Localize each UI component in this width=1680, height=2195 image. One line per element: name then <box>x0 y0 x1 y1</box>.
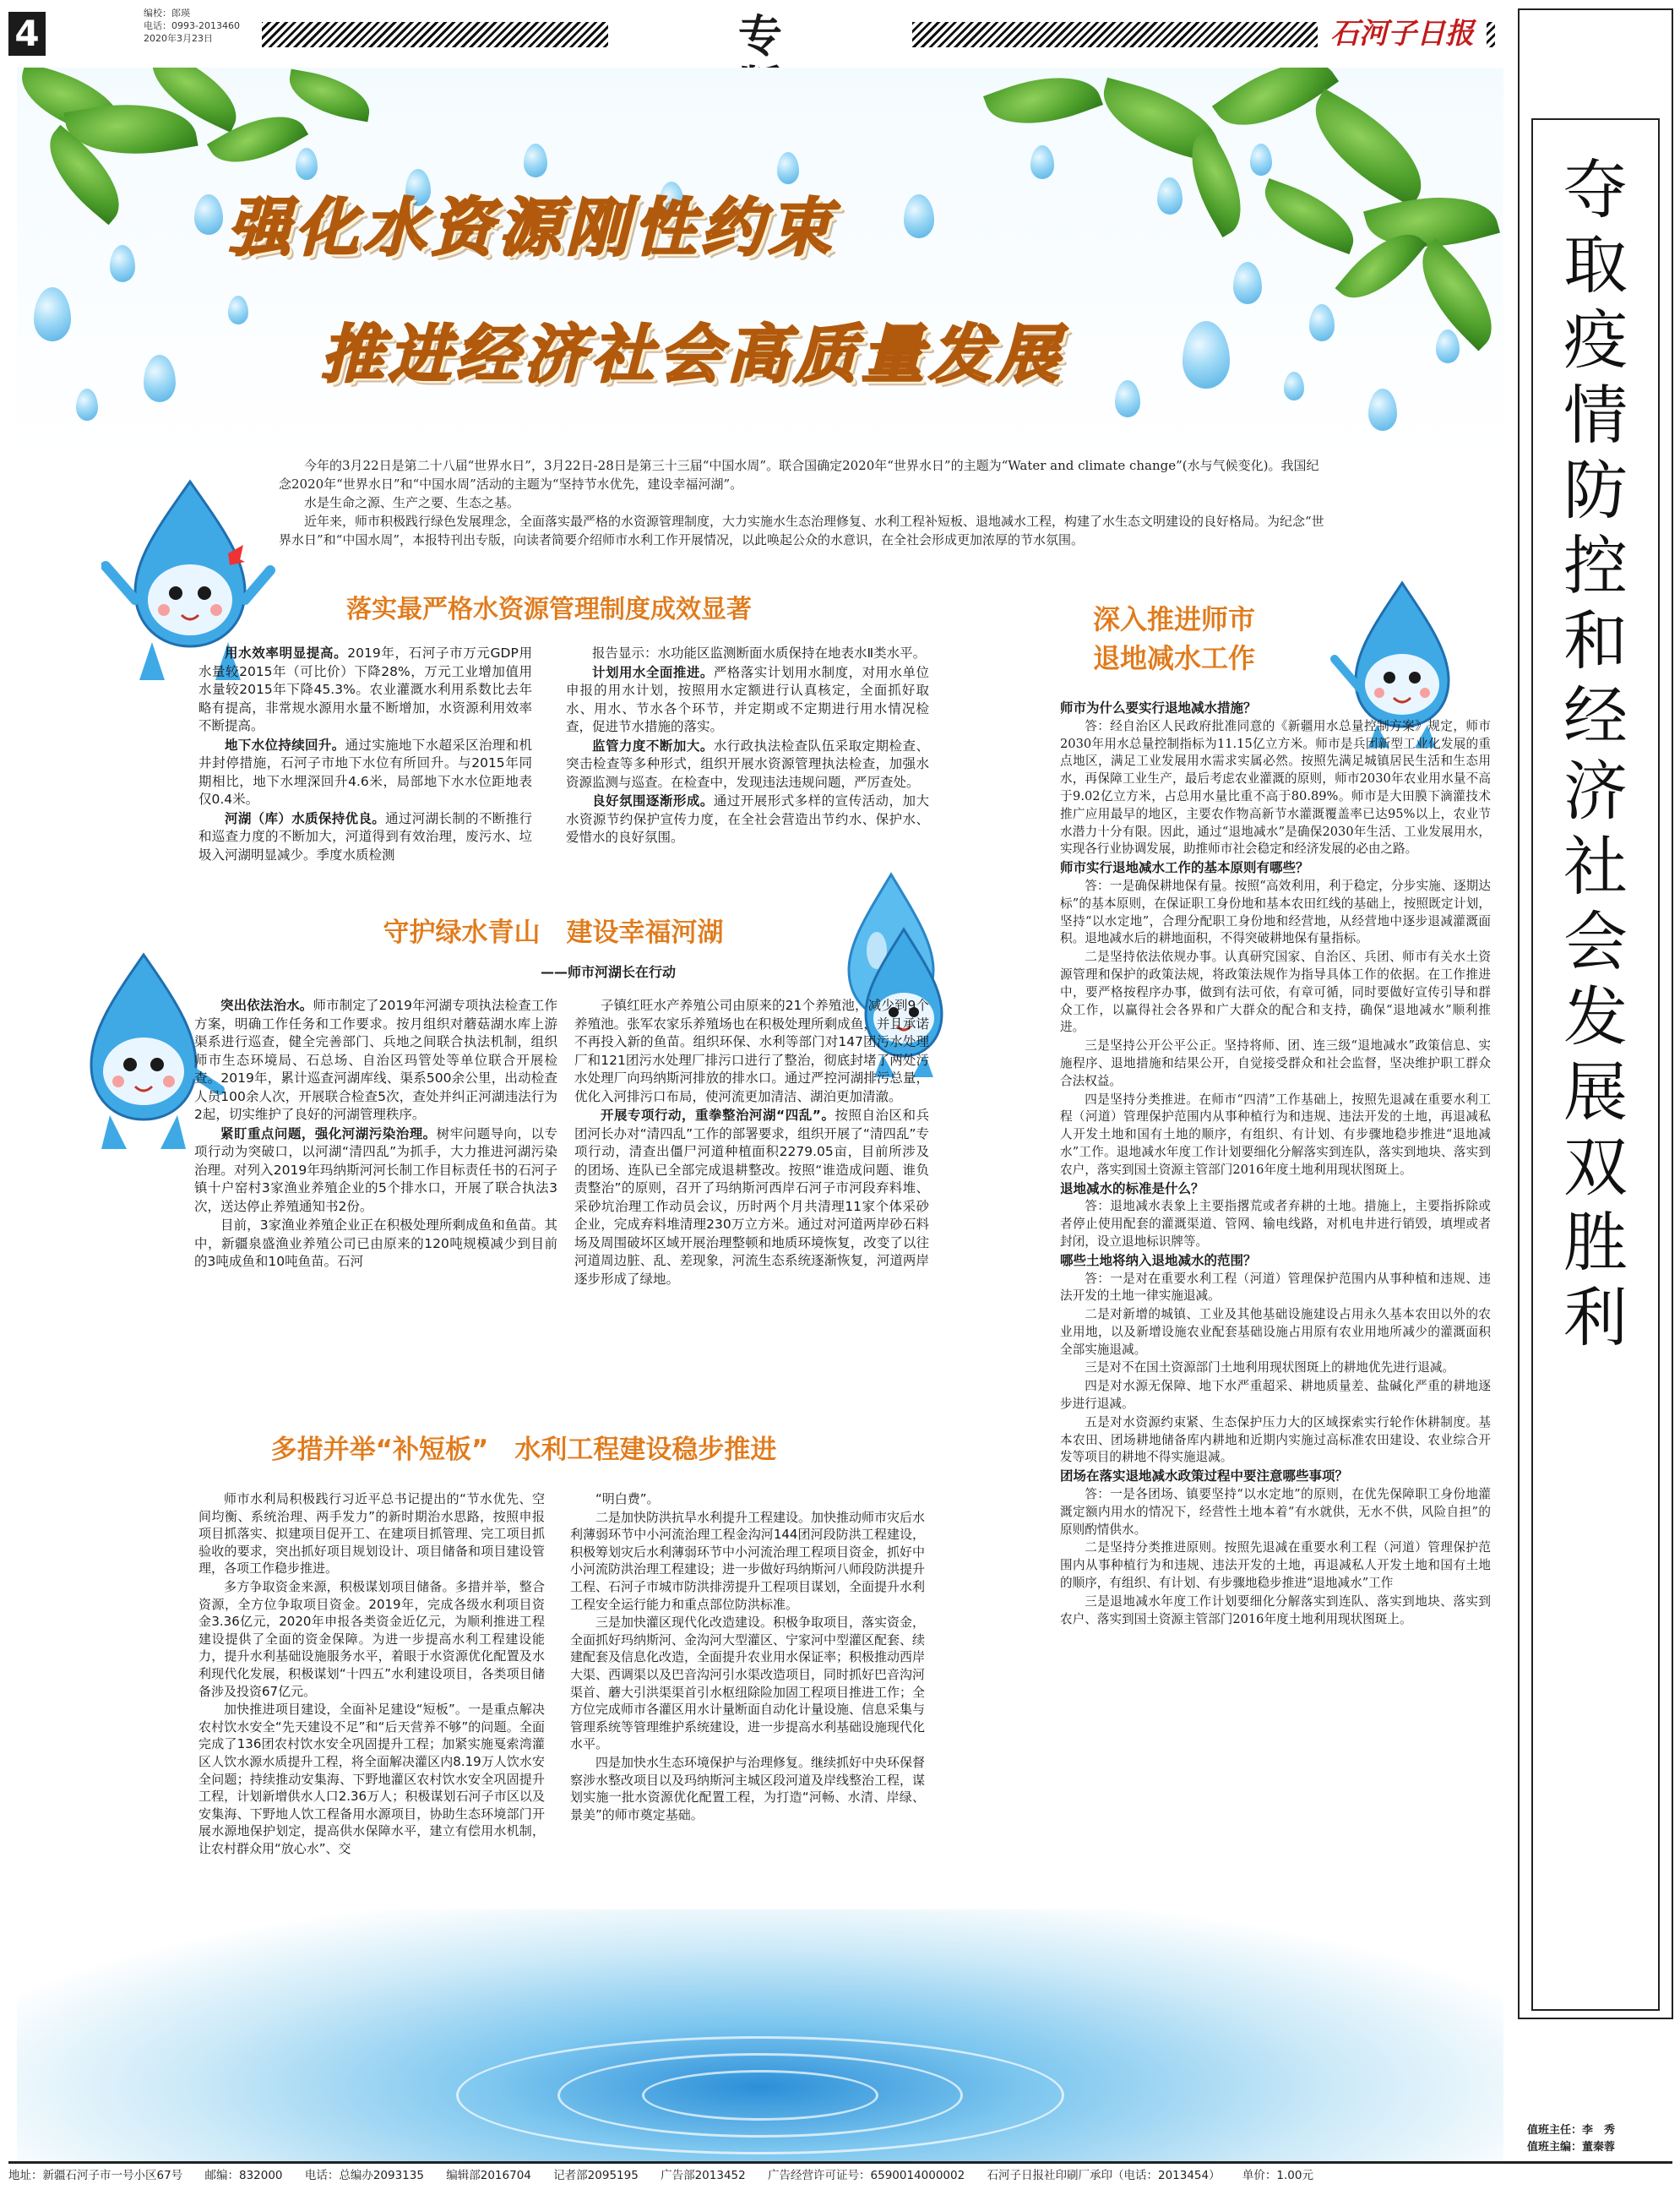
section1-col2-p1-text: 报告显示：水功能区监测断面水质保持在地表水Ⅱ类水平。 <box>592 645 927 661</box>
qa-answer: 答：经自治区人民政府批准同意的《新疆用水总量控制方案》规定，师市2030年用水总量控制指标为11.15亿立方米。师市是兵团新型工业化发展的重点地区，满足工业发展用水需求实属必然。按照先满足城镇居民生活和生态用水，再保障工业生产，最后考虑农业灌溉的原则，师市2030年农业用水量不高于9.02亿立方米，占总用水量比重不高于80.89%。师市是大田膜下滴灌技术推广应用最早的地区，主要农作物高新节水灌溉覆盖率已达95%以上，农业节水潜力十分有限。因此，通过“退地减水”是确保2030年生活、工业发展用水，实现各行业协调发展，助推师市社会稳定和经济发展的必由之路。 <box>1060 718 1491 857</box>
section3-col2-p3: 三是加快灌区现代化改造建设。积极争取项目，落实资金，全面抓好玛纳斯河、金沟河大型灌区、宁家河中型灌区配套、续建配套及信息化改造，全面提升农业用水保证率；积极推动西岸大渠、西调渠以及巴音沟河引水渠改造项目，同时抓好巴音沟河渠首、蘑大引洪渠渠首引水枢纽除险加固工程项目推进工作；全方位完成师市各灌区用水计量断面自动化计量设施、信息采集与管理系统等管理维护系统建设，进一步提高水利基础设施现代化水平。 <box>570 1615 926 1752</box>
qa-question: 退地减水的标准是什么？ <box>1060 1180 1204 1196</box>
sidebar-char: 和 <box>1563 603 1628 678</box>
qa-answer: 二是对新增的城镇、工业及其他基础设施建设占用永久基本农田以外的农业用地，以及新增设施农业配套基础设施占用原有农业用地所减少的灌溉面积全部实施退减。 <box>1060 1307 1491 1357</box>
sidebar-char: 胜 <box>1563 1205 1628 1280</box>
section4-title <box>1047 600 1301 678</box>
intro-p3: 近年来，师市积极践行绿色发展理念，全面落实最严格的水资源管理制度，大力实施水生态治理修复、水利工程补短板、退地减水工程，构建了水生态文明建设的良好格局。为纪念“世界水日”和“中国水周”，本报特刊出专版，向读者简要介绍师市水利工作开展情况，以此唤起公众的水意识，在全社会形成更加浓厚的节水氛围。 <box>279 514 1324 547</box>
section2-subtitle: ——师市河湖长在行动 <box>540 964 676 980</box>
section1-col2-p3-text: 水行政执法检查队伍采取定期检查、突击检查等多种形式，组织开展水资源管理执法检查，加强水资源监测与巡查。在检查中，发现违法违规问题，严厉查处。 <box>566 738 929 790</box>
section2-col1-p2 <box>194 1125 557 1217</box>
sidebar-char: 防 <box>1563 453 1628 528</box>
section1-title: 落实最严格水资源管理制度成效显著 <box>346 595 752 624</box>
sidebar-char: 情 <box>1563 378 1628 453</box>
section2-col2-p2-text: 按照自治区和兵团河长办对“清四乱”工作的部署要求，组织开展了“清四乱”专项行动，清查出僵尸河道种植面积2279.05亩，目前所涉及的团场、连队已全部完成退耕整改。按照“谁造成问题、谁负责整治”的原则，召开了玛纳斯河西岸石河子市河段弃料堆、采砂坑治理工作动员会议，历时两个月共清理11家个体采砂企业，完成弃料堆清理230万立方米。通过对河道两岸砂石料场及周围破坏区域开展治理整顿和地质环境恢复，改变了以往河道周边脏、乱、差现象，河流生态系统逐渐恢复，河道两岸逐步形成了绿地。 <box>574 1108 929 1287</box>
section3-title: 多措并举“补短板” 水利工程建设稳步推进 <box>270 1435 777 1465</box>
sidebar-char: 发 <box>1563 979 1628 1054</box>
footer-ad-dept: 广告部2013452 <box>661 2169 746 2182</box>
sidebar-char: 会 <box>1563 904 1628 979</box>
intro-text <box>279 456 1326 549</box>
section3-col1-p2: 多方争取资金来源，积极谋划项目储备。多措并举，整合资源，全方位争取项目资金。2019年，完成各级水利项目资金3.36亿元，2020年申报各类资金近亿元，为顺利推进工程建设提供了全面的资金保障。为进一步提高水利工程建设能力，提升水利基础设施服务水平，着眼于水资源优化配置及水利现代化发展，积极谋划“十四五”水利建设项目，各类项目储备涉及投资67亿元。 <box>198 1578 545 1699</box>
page-number: 4 <box>8 12 46 56</box>
section1-col1 <box>198 645 532 865</box>
footer <box>8 2161 1672 2185</box>
section2-col2-p2-lead: 开展专项行动，重拳整治河湖“四乱”。 <box>601 1108 835 1123</box>
section2-col1-p1 <box>194 997 557 1125</box>
section1-col2-p1 <box>566 645 929 663</box>
qa-question: 师市实行退地减水工作的基本原则有哪些？ <box>1060 860 1309 876</box>
duty-chief-editor: 值班主编：董秦蓉 <box>1527 2141 1616 2154</box>
qa-answer: 三是退地减水年度工作计划要细化分解落实到连队、落实到地块、落实到农户、落实到国土资源主管部门2016年度土地利用现状图斑上。 <box>1060 1593 1491 1626</box>
section3-col2-p1: “明白费”。 <box>595 1491 660 1506</box>
headline-line1: 强化水资源刚性约束 <box>228 192 836 264</box>
section1-col1-p1-lead: 用水效率明显提高。 <box>225 645 348 661</box>
section1-col2-p4-lead: 良好氛围逐渐形成。 <box>592 793 714 809</box>
leaves-decoration <box>17 68 1503 465</box>
sidebar-char: 取 <box>1563 227 1628 302</box>
qa-answer: 三是坚持公开公平公正。坚持将师、团、连三级“退地减水”政策信息、实施程序、退地措施和结果公开，自觉接受群众和社会监督，坚决维护职工群众合法权益。 <box>1060 1038 1491 1088</box>
editor-line: 编校：郎瑛 <box>144 8 190 19</box>
qa-question: 团场在落实退地减水政策过程中要注意哪些事项？ <box>1060 1468 1349 1484</box>
section2-col1-p1-lead: 突出依法治水。 <box>220 998 313 1013</box>
section3-col1-p3: 加快推进项目建设，全面补足建设“短板”。一是重点解决农村饮水安全“先天建设不足”和“后天营养不够”的问题。全面完成了136团农村饮水安全巩固提升工程；加紧实施戛索湾灌区人饮水源水质提升工程，将全面解决灌区内8.19万人饮水安全问题；持续推动安集海、下野地灌区农村饮水安全巩固提升工程，计划新增供水人口2.36万人；积极谋划石河子市区以及安集海、下野地人饮工程备用水源项目，协助生态环境部门开展水源地保护划定，提高供水保障水平，建立有偿用水机制，让农村群众用“放心水”、交 <box>198 1702 545 1856</box>
sidebar-char: 展 <box>1563 1054 1628 1130</box>
sidebar-char: 利 <box>1563 1280 1628 1355</box>
section1-col1-p3-lead: 河湖（库）水质保持优良。 <box>225 810 386 826</box>
footer-printer: 石河子日报社印刷厂承印（电话：2013454） <box>987 2169 1221 2182</box>
section1-col2-p2-lead: 计划用水全面推进。 <box>592 664 714 680</box>
section4-title-line2: 退地减水工作 <box>1092 642 1255 674</box>
section2-col2 <box>574 997 929 1289</box>
duty-editors <box>1527 2122 1671 2156</box>
section1-col2-p4 <box>566 792 929 847</box>
footer-address: 地址：新疆石河子市一号小区67号 <box>8 2169 183 2182</box>
section3-col2 <box>570 1490 925 1824</box>
section1-col1-p3-text: 通过河湖长制的不断推行和巡查力度的不断加大，河道得到有效治理，废污水、垃圾入河湖明显减少。季度水质检测 <box>198 810 532 863</box>
sidebar-char: 控 <box>1563 528 1628 603</box>
headline-line2: 推进经济社会高质量发展 <box>321 319 1064 391</box>
header-meta <box>144 7 240 45</box>
footer-reporter-dept: 记者部2095195 <box>553 2169 639 2182</box>
section2-title: 守护绿水青山 建设幸福河湖 <box>383 918 724 948</box>
intro-p1: 今年的3月22日是第二十八届“世界水日”，3月22日-28日是第三十三届“中国水周”。联合国确定2020年“世界水日”的主题为“Water and climate change”(水与气候变化)。我国纪念2020年“世界水日”和“中国水周”活动的主题为“坚持节水优先，建设幸福河湖”。 <box>279 458 1319 492</box>
footer-phone: 电话：总编办2093135 <box>304 2169 424 2182</box>
section1-col2-p3 <box>566 738 929 792</box>
section1-col2-p4-text: 通过开展形式多样的宣传活动，加大水资源节约保护宣传力度，在全社会营造出节约水、保护水、爱惜水的良好氛围。 <box>566 793 929 845</box>
date-line: 2020年3月23日 <box>144 33 213 44</box>
sidebar-char: 疫 <box>1563 302 1628 378</box>
section2-col2-p1 <box>574 997 929 1106</box>
section1-col1-p2-lead: 地下水位持续回升。 <box>225 737 345 753</box>
section3-col1 <box>198 1490 545 1858</box>
qa-answer: 五是对水资源约束紧、生态保护压力大的区域探索实行轮作休耕制度。基本农田、团场耕地储备库内耕地和近期内实施过高标准农田建设、农业综合开发等项目的耕地不得实施退减。 <box>1060 1414 1491 1465</box>
water-splash-decoration <box>17 1909 1503 2163</box>
section1-col2-p2-text: 严格落实计划用水制度，对用水单位申报的用水计划，按照用水定额进行认真核定，全面抓好取水、用水、节水各个环节，并定期或不定期进行用水情况检查，促进节水措施的落实。 <box>566 664 929 734</box>
sidebar-char: 经 <box>1563 678 1628 754</box>
section3-col1-p1: 师市水利局积极践行习近平总书记提出的“节水优先、空间均衡、系统治理、两手发力”的新时期治水思路，按照申报项目抓落实、拟建项目促开工、在建项目抓管理、完工项目抓验收的要求，突出抓好项目规划设计、项目储备和项目建设管理，各项工作稳步推进。 <box>198 1491 545 1577</box>
section2-col1-p3 <box>194 1217 557 1272</box>
qa-question: 哪些土地将纳入退地减水的范围？ <box>1060 1252 1257 1268</box>
intro-p2: 水是生命之源、生产之要、生态之基。 <box>304 495 520 510</box>
qa-answer: 答：一是确保耕地保有量。按照“高效利用，利于稳定，分步实施、逐期达标”的基本原则，在保证职工身份地和基本农田红线的基础上，按照既定计划，坚持“以水定地”，合理分配职工身份地和经营地，从经营地中逐步退减灌溉面积。退地减水后的耕地面积，不得突破耕地保有量指标。 <box>1060 878 1491 946</box>
section1-col1-p2-text: 通过实施地下水超采区治理和机井封停措施，石河子市地下水位有所回升。与2015年同期相比，地下水埋深回升4.6米，局部地下水水位距地表仅0.4米。 <box>198 737 532 807</box>
qa-answer: 二是坚持依法依规办事。认真研究国家、自治区、兵团、师市有关水土资源管理和保护的政策法规，将政策法规作为指导具体工作的依据。在工作推进中，要严格按程序办事，做到有法可依，有章可循，同时要做好宣传引导和群众工作，以赢得社会各界和广大群众的配合和支持，确保“退地减水”顺利推进。 <box>1060 950 1491 1035</box>
footer-edit-dept: 编辑部2016704 <box>446 2169 531 2182</box>
sidebar-char: 夺 <box>1563 152 1628 227</box>
section1-col1-p1 <box>198 645 532 736</box>
phone-line: 电话：0993-2013460 <box>144 20 240 31</box>
section1-col1-p2 <box>198 737 532 809</box>
section3-col2-p2: 二是加快防洪抗旱水利提升工程建设。加快推动师市灾后水利薄弱环节中小河流治理工程金沟河144团河段防洪工程建设，积极筹划灾后水利薄弱环节中小河流治理工程项目资金，抓好中小河流防洪治理工程建设；进一步做好玛纳斯河八师段防洪提升工程、石河子市城市防洪排涝提升工程项目谋划，全面提升水利工程安全运行能力和重点部位防洪标准。 <box>570 1509 926 1612</box>
section1-col1-p1-text: 2019年，石河子市万元GDP用水量较2015年（可比价）下降28%，万元工业增加值用水量较2015年下降45.3%。农业灌溉水利用系数比去年略有提高，非常规水源用水量不断增加，水资源利用效率不断提高。 <box>198 645 532 733</box>
sidebar-char: 济 <box>1563 754 1628 829</box>
section-title: 专 <box>608 12 912 63</box>
paper-name: 石河子日报 <box>1318 15 1487 52</box>
qa-answer: 三是对不在国土资源部门土地利用现状图斑上的耕地优先进行退减。 <box>1085 1360 1455 1375</box>
section1-col2-p2 <box>566 664 929 737</box>
section2-col2-p2 <box>574 1107 929 1288</box>
section4-qa <box>1060 700 1491 1629</box>
qa-answer: 四是对水源无保障、地下水严重超采、耕地质量差、盐碱化严重的耕地逐步进行退减。 <box>1060 1379 1491 1412</box>
section3-col2-p4: 四是加快水生态环境保护与治理修复。继续抓好中央环保督察涉水整改项目以及玛纳斯河主城区段河道及岸线整治工程，谋划实施一批水资源优化配置工程，为打造“河畅、水清、岸绿、景美”的师市奠定基础。 <box>570 1754 926 1822</box>
qa-answer: 四是坚持分类推进。在师市“四清”工作基础上，按照先退减在重要水利工程（河道）管理保护范围内从事种植行为和违规、违法开发的土地，再退减私人开发土地和国有土地的顺序，有组织、有计划、有步骤地稳步推进“退地减水”工作。退地减水年度工作计划要细化分解落实到连队，落实到地块、落实到农户，落实到国土资源主管部门2016年度土地利用现状图斑上。 <box>1060 1092 1491 1177</box>
section2-col1-p2-lead: 紧盯重点问题，强化河湖污染治理。 <box>220 1125 437 1141</box>
duty-director: 值班主任：李 秀 <box>1527 2124 1616 2137</box>
sidebar-char: 社 <box>1563 829 1628 904</box>
sidebar-char: 双 <box>1563 1130 1628 1205</box>
qa-answer: 答：退地减水表象上主要指撂荒或者弃耕的土地。措施上，主要指拆除或者停止使用配套的灌溉渠道、管网、输电线路，对机电井进行销毁，填埋或者封闭，设立退地标识牌等。 <box>1060 1199 1491 1249</box>
section2-col1-p3-text: 目前，3家渔业养殖企业正在积极处理所剩成鱼和鱼苗。其中，新疆泉盛渔业养殖公司已由原来的120吨规模减少到目前的3吨成鱼和10吨鱼苗。石河 <box>194 1217 557 1269</box>
qa-answer: 二是坚持分类推进原则。按照先退减在重要水利工程（河道）管理保护范围内从事种植行为和违规、违法开发的土地，再退减私人开发土地和国有土地的顺序，有组织、有计划、有步骤地稳步推进“退地减水”工作 <box>1060 1540 1491 1591</box>
section1-col2-p3-lead: 监管力度不断加大。 <box>592 738 714 754</box>
section2-col1-p2-text: 树牢问题导向，以专项行动为突破口，以河湖“清四乱”为抓手，大力推进河湖污染治理。对列入2019年玛纳斯河河长制工作目标责任书的石河子镇十户窑村3家渔业养殖企业的5个排水口，开展了联合执法3次，送达停止养殖通知书2份。 <box>194 1125 557 1214</box>
qa-question: 师市为什么要实行退地减水措施？ <box>1060 700 1257 716</box>
qa-answer: 答：一是对在重要水利工程（河道）管理保护范围内从事种植和违规、违法开发的土地一律实施退减。 <box>1060 1271 1491 1304</box>
sidebar-vertical-text <box>1531 152 1660 1355</box>
section1-col1-p3 <box>198 810 532 865</box>
section1-col2 <box>566 645 929 848</box>
section2-col1 <box>194 997 557 1272</box>
footer-postcode: 邮编：832000 <box>204 2169 283 2182</box>
footer-price: 单价：1.00元 <box>1242 2169 1313 2182</box>
footer-ad-license: 广告经营许可证号：6590014000002 <box>768 2169 965 2182</box>
section2-col1-p1-text: 师市制定了2019年河湖专项执法检查工作方案，明确工作任务和工作要求。按月组织对蘑菇湖水库上游渠系进行巡查，健全完善部门、兵地之间联合执法机制，组织师市生态环境局、石总场、自治区玛管处等单位联合开展检查。2019年，累计巡查河湖库线、渠系500余公里，出动检查人员100余人次，开展联合检查5次，查处并纠正河湖违法行为2起，切实维护了良好的河湖管理秩序。 <box>194 998 557 1122</box>
section4-title-line1: 深入推进师市 <box>1092 603 1255 635</box>
qa-answer: 答：一是各团场、镇要坚持“以水定地”的原则，在优先保障职工身份地灌溉定额内用水的情况下，经营性土地本着“有水就供，无水不供，风险自担”的原则酌情供水。 <box>1060 1487 1491 1537</box>
section2-col2-p1-text: 子镇红旺水产养殖公司由原来的21个养殖池，减少到9个养殖池。张军农家乐养殖场也在积极处理所剩成鱼，并且承诺不再投入新的鱼苗。组织环保、水利等部门对147团污水处理厂和121团污水处理厂排污口进行了整治，彻底封堵了两处污水处理厂向玛纳斯河排放的排水口。通过严控河湖排污总量，优化入河排污口布局，使河流更加清洁、湖泊更加清澈。 <box>574 998 929 1104</box>
